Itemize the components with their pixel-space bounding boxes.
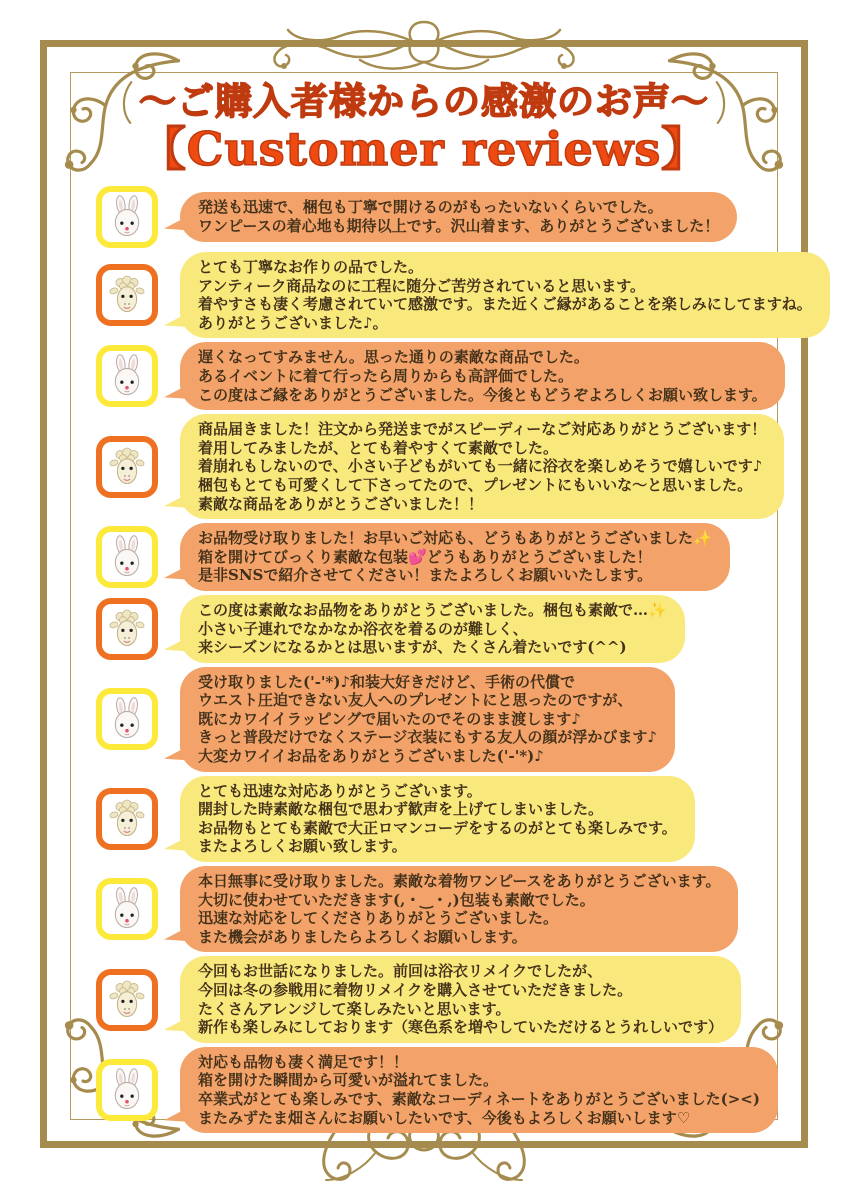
review-text-line: 箱を開けてびっくり素敵な包装💕どうもありがとうございました！ [198,547,652,566]
review-text-line: とても迅速な対応ありがとうございます。 [198,781,482,800]
review-text-line: ワンピースの着心地も期待以上です。沢山着ます、ありがとうございました！ [198,217,720,235]
review-bubble [180,667,675,772]
rabbit-avatar [96,345,158,407]
sheep-face-icon [105,978,149,1022]
rabbit-face-icon [105,1068,149,1112]
sheep-avatar [96,264,158,326]
review-text-line: アンティーク商品なのに工程に随分ご苦労されていると思います。 [198,276,646,295]
review-bubble [180,342,785,410]
review-text-line: たくさんアレンジして楽しみたいと思います。 [198,999,511,1018]
review-text-line: 大変カワイイお品をありがとうございました('-'*)♪ [198,747,544,766]
review-bubble [180,523,730,591]
review-text-line: 今回もお世話になりました。前回は浴衣リメイクでしたが、 [198,962,603,981]
review-text-line: また機会がありましたらよろしくお願いします。 [198,927,527,946]
rabbit-avatar [96,688,158,750]
review-text-line: 今回は冬の参戦用に着物リメイクを購入させていただきました。 [198,981,633,999]
review-text-line: 箱を開けた瞬間から可愛いが溢れてました。 [198,1071,499,1090]
review-row [96,414,812,519]
review-text-line: 既にカワイイラッピングで届いたのでそのまま渡します♪ [198,709,581,728]
review-bubble [180,866,738,952]
review-row [96,186,812,248]
review-row [96,595,812,663]
review-bubble [180,192,737,241]
sheep-avatar [96,598,158,660]
review-text-line: 受け取りました('-'*)♪和装大好きだけど、手術の代償で [198,672,576,691]
review-bubble [180,252,830,338]
review-text-line: 素敵な商品をありがとうございました！！ [198,494,484,513]
rabbit-face-icon [105,354,149,398]
review-text-line: お品物受け取りました！お早いご対応も、どうもありがとうございました✨ [198,529,712,548]
sheep-face-icon [105,273,149,317]
rabbit-avatar [96,878,158,940]
rabbit-face-icon [105,535,149,579]
rabbit-face-icon [105,887,149,931]
review-row [96,667,812,772]
review-row [96,523,812,591]
review-bubble [180,414,784,519]
review-text-line: あるイベントに着て行ったら周りからも高評価でした。 [198,366,574,385]
review-text-line: とても丁寧なお作りの品でした。 [198,258,424,276]
review-row [96,252,812,338]
review-row [96,1047,812,1133]
review-text-line: お品物もとても素敵で大正ロマンコーデをするのがとても楽しみです。 [198,818,677,837]
review-bubble [180,595,685,663]
review-row [96,776,812,862]
sheep-avatar [96,436,158,498]
review-row [96,342,812,410]
review-text-line: 着やすさも凄く考慮されていて感激です。また近くご縁があることを楽しみにしてますね。 [198,295,812,314]
review-text-line: 本日無事に受け取りました。素敵な着物ワンピースをありがとうございます。 [198,872,721,891]
review-text-line: 迅速な対応をしてくださりありがとうございました。 [198,909,559,928]
review-text-line: 是非SNSで紹介させてください！またよろしくお願いいたします。 [198,566,653,585]
sheep-avatar [96,969,158,1031]
rabbit-avatar [96,186,158,248]
review-row [96,866,812,952]
review-text-line: 商品届きました！注文から発送までがスピーディーなご対応ありがとうございます！ [198,420,767,439]
review-text-line: またみずたま畑さんにお願いしたいです、今後もよろしくお願いします♡ [198,1108,691,1127]
review-text-line: 遅くなってすみません。思った通りの素敵な商品でした。 [198,348,589,367]
review-text-line: 大切に使わせていただきます(,・‿・,)包装も素敵でした。 [198,890,595,909]
review-row [96,956,812,1042]
page-subtitle: 【Customer reviews】 [139,122,709,177]
review-bubble [180,1047,778,1133]
rabbit-avatar [96,1059,158,1121]
review-bubble [180,776,695,862]
review-text-line: 卒業式がとても楽しみです、素敵なコーディネートをありがとうございました(><) [198,1089,760,1108]
reviews-list [96,186,812,1133]
review-text-line: この度は素敵なお品物をありがとうございました。梱包も素敵で…✨ [198,600,667,619]
review-text-line: きっと普段だけでなくステージ衣装にもする友人の顔が浮かびます♪ [198,728,657,747]
review-text-line: ウエスト圧迫できない友人へのプレゼントにと思ったのですが、 [198,691,633,710]
review-text-line: 着用してみましたが、とても着やすくて素敵でした。 [198,438,559,457]
review-text-line: 小さい子連れでなかなか浴衣を着るのが難しく、 [198,619,528,638]
sheep-face-icon [105,797,149,841]
review-text-line: またよろしくお願い致します。 [198,837,407,856]
review-text-line: 梱包もとても可愛くして下さってたので、プレゼントにもいいな～と思いました。 [198,475,753,494]
rabbit-avatar [96,526,158,588]
review-bubble [180,956,741,1042]
sheep-avatar [96,788,158,850]
sheep-face-icon [105,445,149,489]
review-text-line: 開封した時素敵な梱包で思わず歓声を上げてしまいました。 [198,800,604,819]
review-text-line: 発送も迅速で、梱包も丁寧で開けるのがもったいないくらいでした。 [198,198,663,217]
rabbit-face-icon [105,195,149,239]
review-text-line: 来シーズンになるかとは思いますが、たくさん着たいです(^^) [198,638,627,657]
review-text-line: 着崩れもしないので、小さい子どもがいても一緒に浴衣を楽しめそうで嬉しいです♪ [198,457,763,476]
header [0,0,848,175]
rabbit-face-icon [105,697,149,741]
review-text-line: 新作も楽しみにしております（寒色系を増やしていただけるとうれしいです） [198,1018,724,1037]
page-title: ～ご購入者様からの感激のお声～ [139,80,709,123]
review-text-line: ありがとうございました♪。 [198,313,388,332]
review-text-line: この度はご縁をありがとうございました。今後ともどうぞよろしくお願い致します。 [198,385,767,404]
sheep-face-icon [105,607,149,651]
review-text-line: 対応も品物も凄く満足です！！ [198,1052,409,1071]
